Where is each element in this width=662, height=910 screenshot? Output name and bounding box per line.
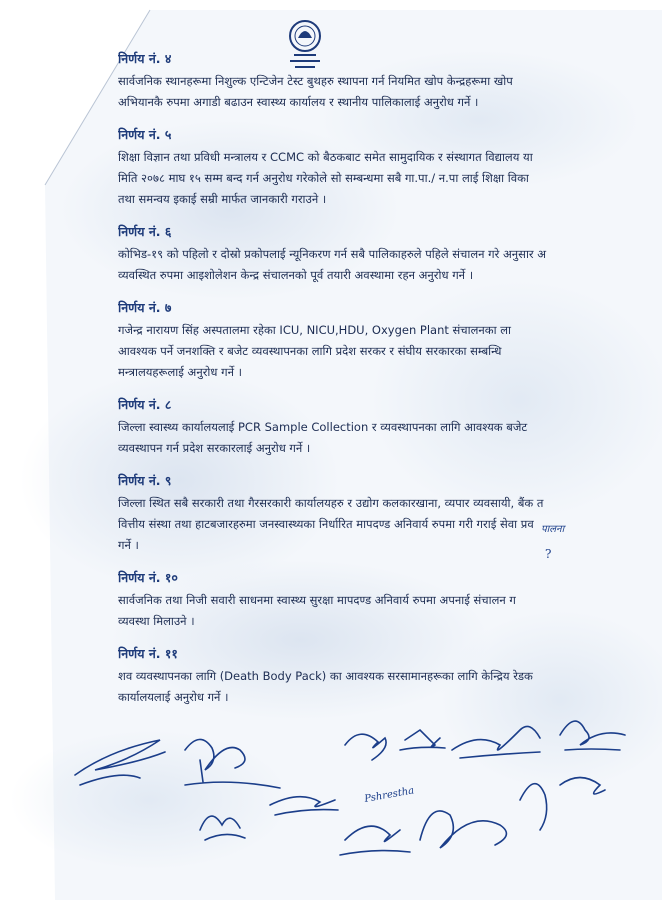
decision-line: आवश्यक पर्ने जनशक्ति र बजेट व्यवस्थापनका लागि प्रदेश सरकर र संघीय सरकारका सम्बन्धि bbox=[118, 344, 502, 358]
decision-line: जिल्ला स्वास्थ्य कार्यालयलाई PCR Sample Collection र व्यवस्थापनका लागि आवश्यक बजेट bbox=[118, 420, 528, 434]
decision-line: शव व्यवस्थापनका लागि (Death Body Pack) का आवश्यक सरसामानहरूका लागि केन्द्रिय रेडक bbox=[118, 669, 533, 683]
signature-7 bbox=[200, 816, 245, 840]
decision-line: व्यवस्थित रुपमा आइशोलेशन केन्द्र संचालनको पूर्व तयारी अवस्थामा रहन अनुरोध गर्ने । bbox=[118, 268, 474, 282]
signature-11 bbox=[520, 778, 605, 831]
decision-line: तथा समन्वय इकाई सम्री मार्फत जानकारी गराउने । bbox=[118, 192, 327, 206]
decision-body bbox=[118, 417, 662, 459]
signature-4 bbox=[400, 730, 445, 750]
decision-title: निर्णय नं. ६ bbox=[118, 224, 172, 239]
decision-body bbox=[118, 147, 662, 210]
decision-item bbox=[118, 299, 662, 383]
decision-item bbox=[118, 569, 662, 632]
decision-title: निर्णय नं. १० bbox=[118, 570, 178, 585]
signature-9 bbox=[340, 826, 410, 855]
signature-3 bbox=[345, 734, 386, 760]
decision-line: गर्ने । bbox=[118, 538, 139, 552]
decision-line: मन्त्रालयहरूलाई अनुरोध गर्ने । bbox=[118, 365, 242, 379]
decision-line: जिल्ला स्थित सबै सरकारी तथा गैरसरकारी कार्यालयहरु र उद्योग कलकारखाना, व्यपार व्यवसायी, बैंक त bbox=[118, 496, 544, 510]
decision-title: निर्णय नं. ११ bbox=[118, 646, 178, 661]
decision-title: निर्णय नं. ८ bbox=[118, 397, 172, 412]
signature-6 bbox=[560, 721, 625, 750]
decision-title: निर्णय नं. ७ bbox=[118, 300, 172, 315]
decision-body bbox=[118, 244, 662, 286]
decision-line: सार्वजनिक तथा निजी सवारी साधनमा स्वास्थ्य सुरक्षा मापदण्ड अनिवार्य रुपमा अपनाई संचालन ग bbox=[118, 593, 516, 607]
decision-line: अभियानकै रुपमा अगाडी बढाउन स्वास्थ्य कार्यालय र स्थानीय पालिकालाई अनुरोध गर्ने । bbox=[118, 95, 479, 109]
signature-8 bbox=[270, 797, 338, 815]
decision-line: व्यवस्थापन गर्न प्रदेश सरकारलाई अनुरोध गर्ने । bbox=[118, 441, 311, 455]
decision-line: वित्तीय संस्था तथा हाटबजारहरुमा जनस्वास्थ्यका निर्धारित मापदण्ड अनिवार्य रुपमा गरी गराई सेवा प्रव bbox=[118, 517, 534, 531]
decision-title: निर्णय नं. ५ bbox=[118, 127, 172, 142]
decision-line: शिक्षा विज्ञान तथा प्रविधी मन्त्रालय र CCMC को बैठकबाट समेत सामुदायिक र संस्थागत विद्यालय या bbox=[118, 150, 533, 164]
signature-5 bbox=[452, 726, 540, 758]
decision-body bbox=[118, 590, 662, 632]
signature-label: Pshrestha bbox=[363, 785, 416, 805]
signature-2 bbox=[185, 739, 280, 788]
decision-line: सार्वजनिक स्थानहरूमा निशुल्क एन्टिजेन टेस्ट बुथहरु स्थापना गर्न नियमित खोप केन्द्रहरूमा खोप bbox=[118, 74, 513, 88]
decision-item bbox=[118, 472, 662, 556]
decision-title: निर्णय नं. ४ bbox=[118, 51, 172, 66]
decision-line: कोभिड-१९ को पहिलो र दोस्रो प्रकोपलाई न्यूनिकरण गर्न सबै पालिकाहरुले पहिले संचालन गरे अनुसार अ bbox=[118, 247, 547, 261]
decision-line: व्यवस्था मिलाउने । bbox=[118, 614, 195, 628]
signature-1 bbox=[75, 740, 165, 785]
decision-item bbox=[118, 126, 662, 210]
handwritten-annotation: पालना bbox=[541, 524, 565, 535]
decision-line: गजेन्द्र नारायण सिंह अस्पतालमा रहेका ICU, NICU,HDU, Oxygen Plant संचालनका ला bbox=[118, 323, 511, 337]
decision-item bbox=[118, 50, 662, 113]
decision-title: निर्णय नं. ९ bbox=[118, 473, 172, 488]
signatures-block bbox=[0, 690, 662, 890]
decision-body bbox=[118, 493, 662, 556]
decision-line: कार्यालयलाई अनुरोध गर्ने । bbox=[118, 690, 229, 704]
decision-list bbox=[118, 50, 662, 730]
decision-body bbox=[118, 71, 662, 113]
decision-item bbox=[118, 223, 662, 286]
decision-line: मिति २०७८ माघ १५ सम्म बन्द गर्न अनुरोध गरेकोले सो सम्बन्धमा सबै गा.पा./ न.पा लाई शिक्षा विका bbox=[118, 171, 529, 185]
handwritten-question-mark: ? bbox=[545, 547, 552, 561]
decision-body bbox=[118, 320, 662, 383]
decision-item bbox=[118, 396, 662, 459]
signature-10 bbox=[420, 811, 506, 848]
